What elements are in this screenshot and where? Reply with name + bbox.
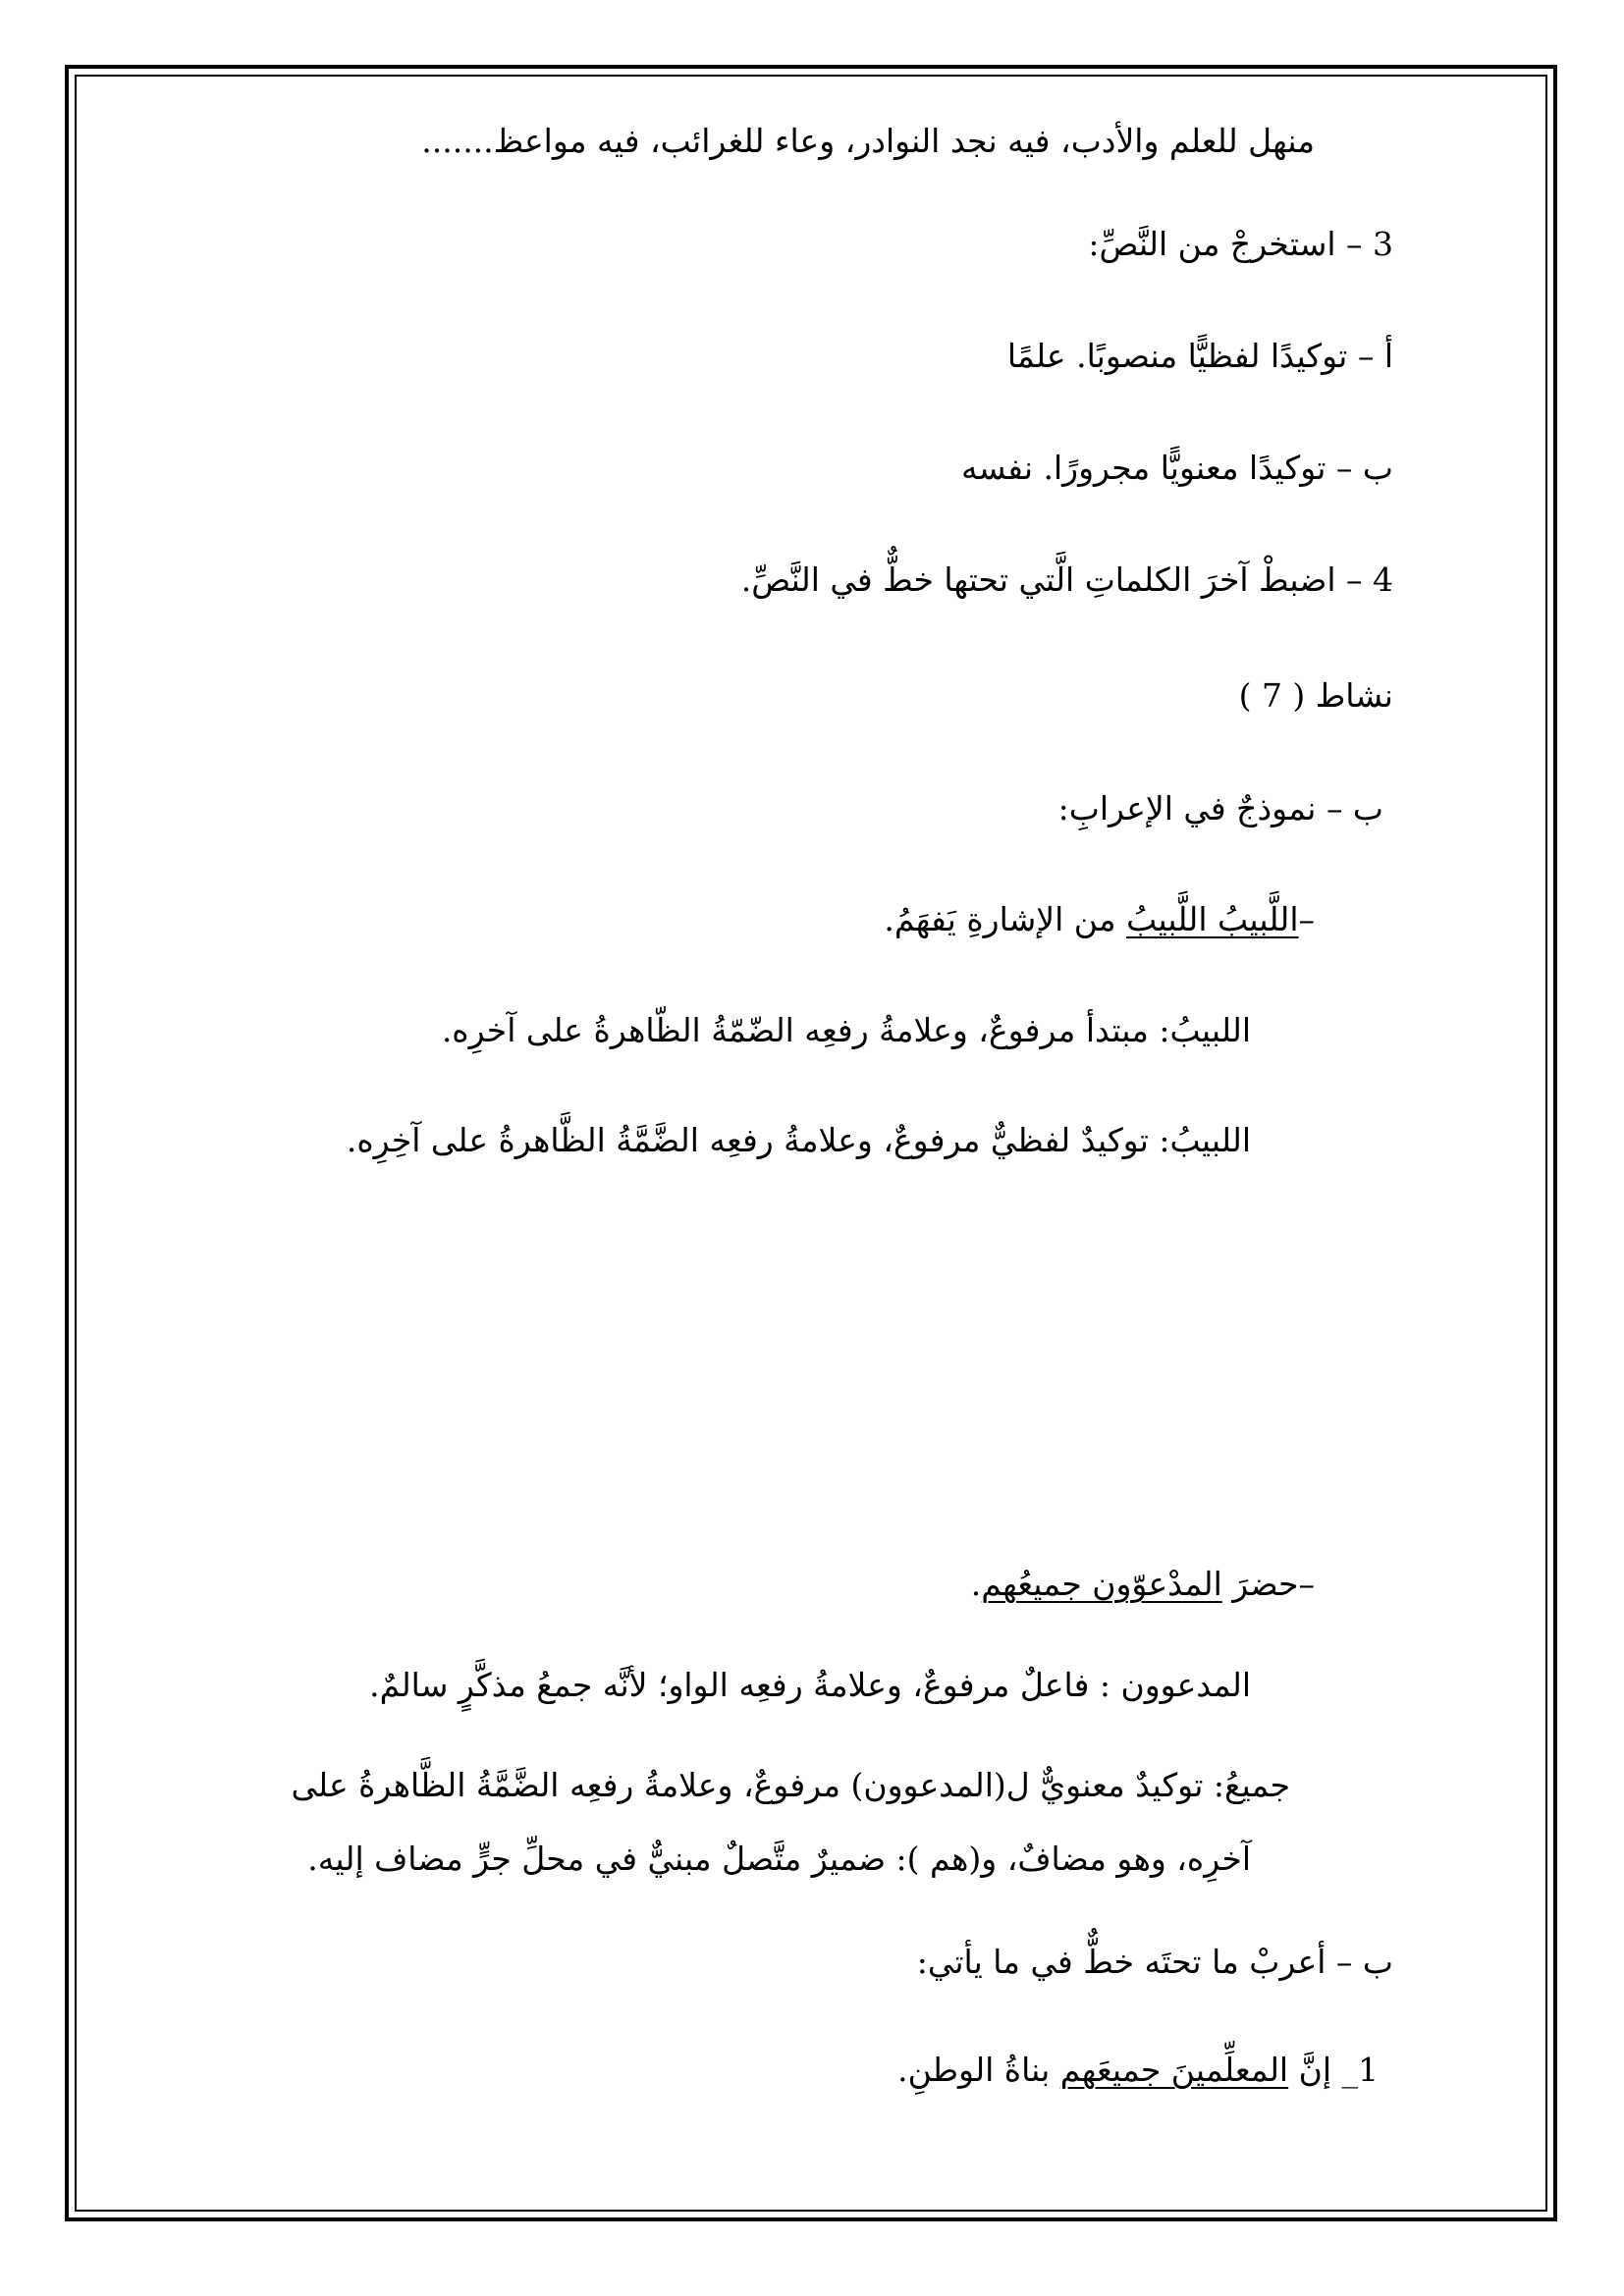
- parsing-line-3: المدعوون : فاعلٌ مرفوعٌ، وعلامةُ رفعِه الواو؛ لأنَّه جمعُ مذكَّرٍ سالمٌ.: [369, 1666, 1251, 1704]
- exercise-3-heading: 3 – استخرجْ من النَّصِّ:: [1088, 225, 1393, 263]
- item-1-underlined: المعلِّمينَ جميعَهم: [1059, 2051, 1289, 2089]
- activity-heading: نشاط ( 7 ): [1238, 676, 1393, 715]
- item-1-prefix: 1_ إنَّ: [1288, 2051, 1379, 2089]
- example-1-rest: من الإشارةِ يَفهَمُ.: [884, 900, 1127, 938]
- example-2-underlined: المدْعوّون جميعُهم: [981, 1565, 1222, 1603]
- exercise-parse-item-1: [897, 2051, 1379, 2089]
- exercise-parse-heading: ب – أعربْ ما تحتَه خطٌّ في ما يأتي:: [916, 1943, 1393, 1981]
- exercise-4-heading: 4 – اضبطْ آخرَ الكلماتِ الَّتي تحتها خطٌّ في النَّصِّ.: [740, 561, 1393, 599]
- exercise-3-item-b: ب – توكيدًا معنويًّا مجرورًا. نفسه: [961, 449, 1393, 487]
- example-1-dash: –: [1298, 900, 1315, 938]
- exercise-3-item-a: أ – توكيدًا لفظيًّا منصوبًا. علمًا: [1006, 337, 1393, 375]
- example-1-underlined: اللَّبيبُ اللَّبيبُ: [1126, 900, 1299, 938]
- parsing-line-5: آخرِه، وهو مضافٌ، و(هم ): ضميرٌ متَّصلٌ مبنيٌّ في محلِّ جرٍّ مضاف إليه.: [307, 1840, 1251, 1878]
- parsing-line-4: جميعُ: توكيدٌ معنويٌّ ل(المدعوون) مرفوعٌ، وعلامةُ رفعِه الضَّمَّةُ الظَّاهرةُ على: [291, 1766, 1290, 1804]
- example-sentence-1: [884, 900, 1315, 938]
- parsing-line-2: اللبيبُ: توكيدٌ لفظيٌّ مرفوعٌ، وعلامةُ رفعِه الضَّمَّةُ الظَّاهرةُ على آخِرِه.: [346, 1121, 1251, 1159]
- example-sentence-2: [970, 1565, 1315, 1603]
- item-1-rest: بناةُ الوطنِ.: [897, 2051, 1060, 2089]
- example-2-prefix: –حضرَ: [1221, 1565, 1315, 1603]
- text-line-1: منهل للعلم والأدب، فيه نجد النوادر، وعاء للغرائب، فيه مواعظ.......: [421, 122, 1315, 160]
- example-2-rest: .: [970, 1565, 982, 1603]
- parsing-line-1: اللبيبُ: مبتدأ مرفوعٌ، وعلامةُ رفعِه الضّمّةُ الظّاهرةُ على آخرِه.: [441, 1011, 1251, 1049]
- parsing-model-heading: ب – نموذجٌ في الإعرابِ:: [1057, 789, 1383, 828]
